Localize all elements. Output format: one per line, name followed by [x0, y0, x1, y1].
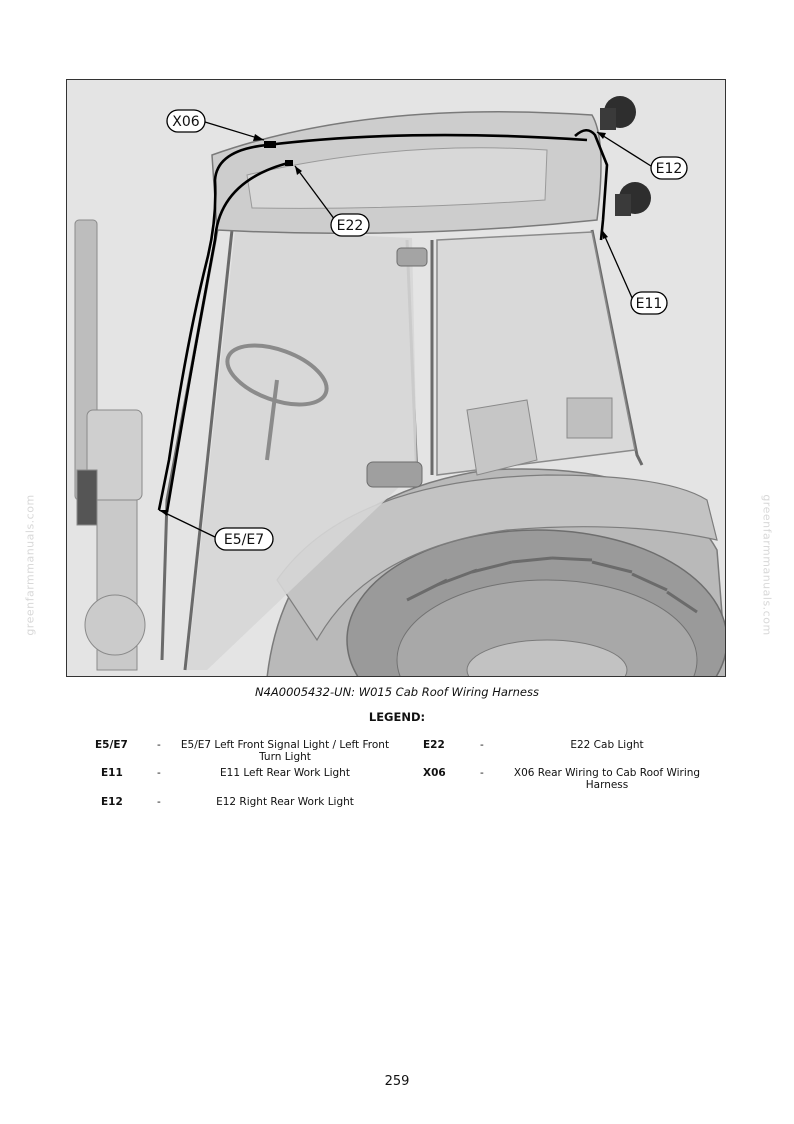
legend-description: E11 Left Rear Work Light	[220, 767, 350, 779]
figure-caption: N4A0005432-UN: W015 Cab Roof Wiring Harness	[255, 685, 539, 699]
legend-description: E22 Cab Light	[570, 739, 644, 751]
svg-text:E5/E7: E5/E7	[223, 532, 265, 548]
callout-e11	[631, 292, 667, 314]
svg-text:X06: X06	[172, 114, 200, 130]
legend-code: E12	[101, 796, 123, 808]
callout-x06	[167, 110, 205, 132]
legend-title: LEGEND:	[368, 710, 426, 724]
callout-e12	[651, 157, 687, 179]
legend-dash: -	[480, 739, 484, 751]
svg-text:E11: E11	[635, 296, 663, 312]
svg-text:E12: E12	[655, 161, 683, 177]
cab-illustration	[67, 80, 726, 677]
legend-description: E12 Right Rear Work Light	[216, 796, 354, 808]
svg-text:E22: E22	[336, 218, 364, 234]
legend-description: X06 Rear Wiring to Cab Roof Wiring Harness	[513, 767, 701, 791]
legend-dash: -	[157, 796, 161, 808]
watermark-right: greenfarmmanuals.com	[760, 494, 774, 636]
callout-e5e7	[215, 528, 273, 550]
legend-code: X06	[423, 767, 446, 779]
callout-e22	[331, 214, 369, 236]
legend-dash: -	[157, 739, 161, 751]
legend-code: E22	[423, 739, 445, 751]
wiring-harness-figure	[66, 79, 726, 677]
watermark-left: greenfarmmanuals.com	[23, 494, 37, 636]
legend-code: E11	[101, 767, 123, 779]
legend-description: E5/E7 Left Front Signal Light / Left Front Turn Light	[180, 739, 390, 763]
legend-dash: -	[157, 767, 161, 779]
legend-code: E5/E7	[95, 739, 128, 751]
legend-dash: -	[480, 767, 484, 779]
page-number: 259	[384, 1074, 410, 1089]
